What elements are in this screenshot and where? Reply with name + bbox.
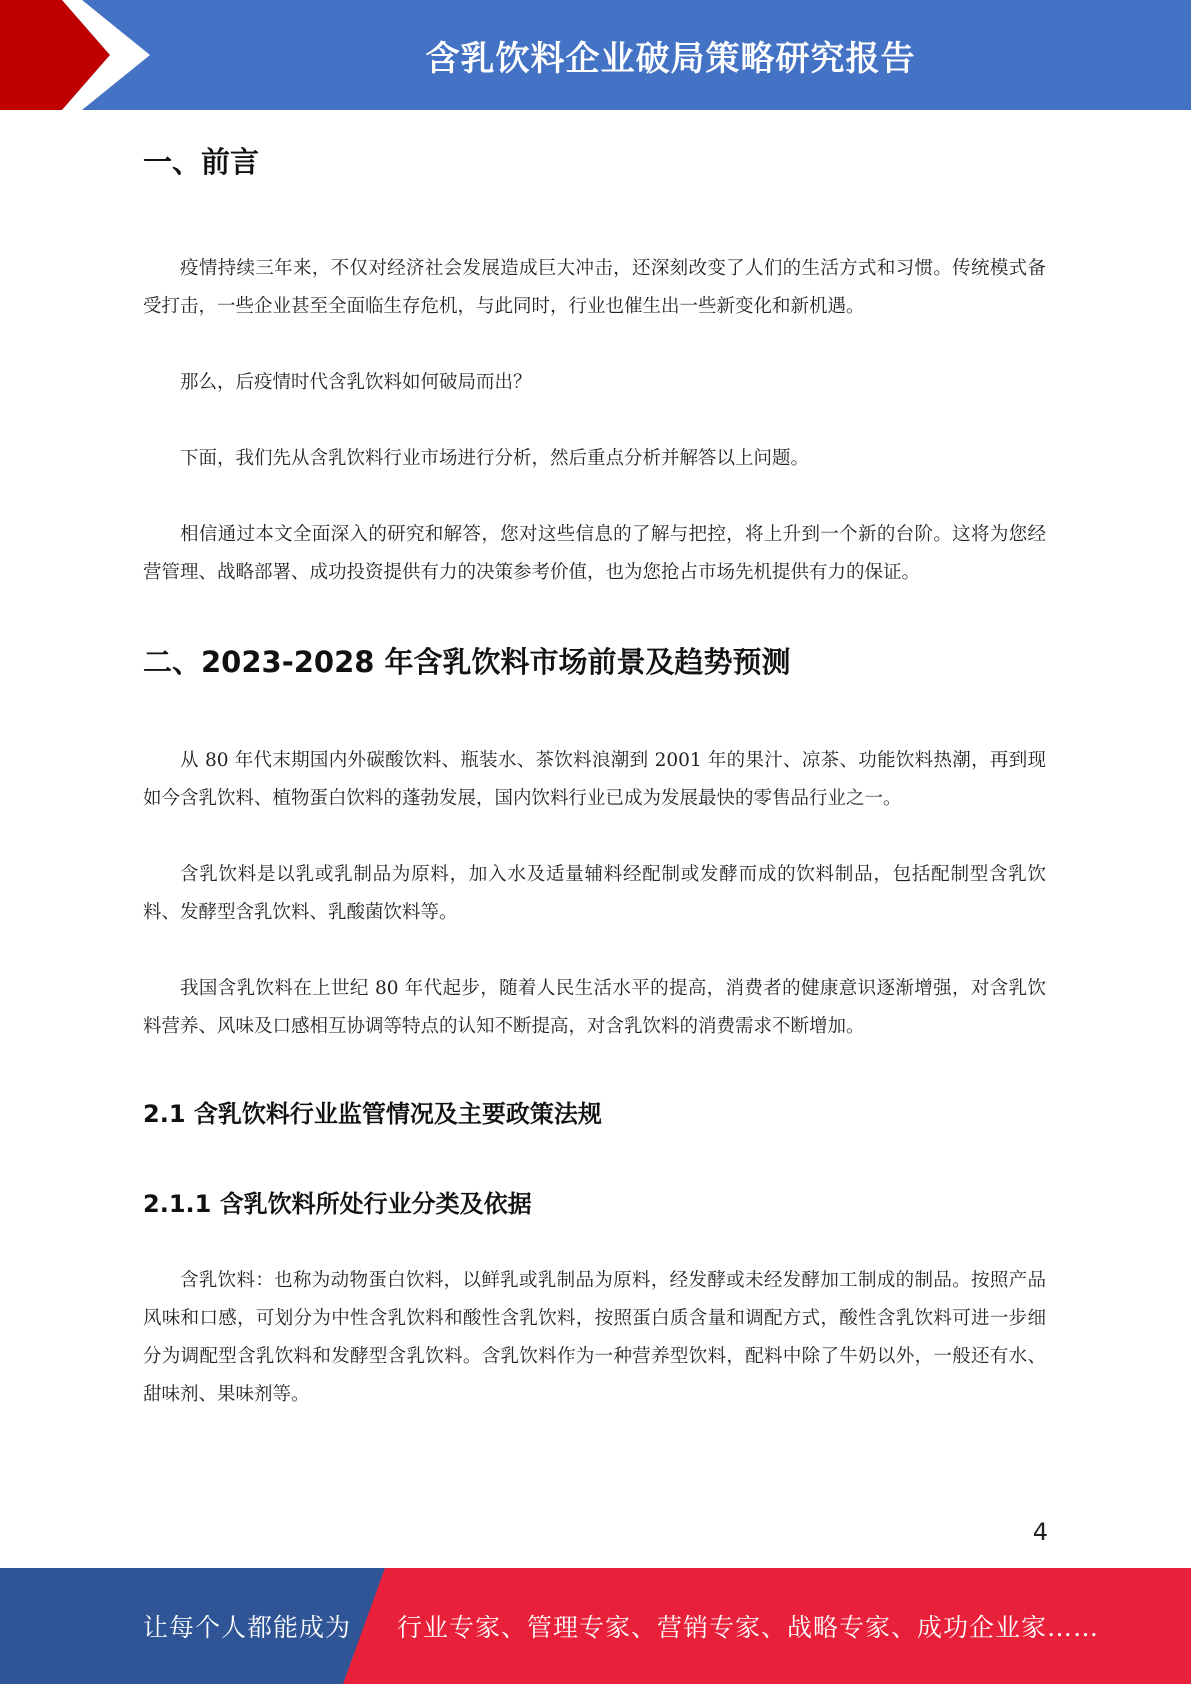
report-title: 含乳饮料企业破局策略研究报告: [425, 38, 916, 79]
paragraph: 疫情持续三年来，不仅对经济社会发展造成巨大冲击，还深刻改变了人们的生活方式和习惯。传统模式备受打击，一些企业甚至全面临生存危机，与此同时，行业也催生出一些新变化和新机遇。: [143, 258, 1046, 317]
page-header: [0, 0, 1191, 110]
paragraph: 那么，后疫情时代含乳饮料如何破局而出？: [180, 372, 532, 393]
section-heading-preface: 一、前言: [143, 145, 260, 179]
paragraph: 从 80 年代末期国内外碳酸饮料、瓶装水、茶饮料浪潮到 2001 年的果汁、凉茶、功能饮料热潮，再到现如今含乳饮料、植物蛋白饮料的蓬勃发展，国内饮料行业已成为发展最快的零售品行业之一。: [143, 750, 1046, 809]
footer-slogan-right: 行业专家、管理专家、营销专家、战略专家、成功企业家……: [397, 1613, 1100, 1642]
header-chevron-decoration: [0, 0, 160, 110]
paragraph: 含乳饮料：也称为动物蛋白饮料，以鲜乳或乳制品为原料，经发酵或未经发酵加工制成的制品。按照产品风味和口感，可划分为中性含乳饮料和酸性含乳饮料，按照蛋白质含量和调配方式，酸性含乳饮料可进一步细分为调配型含乳饮料和发酵型含乳饮料。含乳饮料作为一种营养型饮料，配料中除了牛奶以外，一般还有水、甜味剂、果味剂等。: [143, 1270, 1046, 1405]
subsection-heading-regulation: 2.1 含乳饮料行业监管情况及主要政策法规: [143, 1100, 602, 1128]
page-content: [143, 132, 1046, 1414]
subsection-heading-classification: 2.1.1 含乳饮料所处行业分类及依据: [143, 1190, 532, 1218]
paragraph: 我国含乳饮料在上世纪 80 年代起步，随着人民生活水平的提高，消费者的健康意识逐渐增强，对含乳饮料营养、风味及口感相互协调等特点的认知不断提高，对含乳饮料的消费需求不断增加。: [143, 978, 1046, 1037]
page-number: 4: [1032, 1518, 1048, 1546]
footer-slogan-left: 让每个人都能成为: [143, 1613, 352, 1642]
paragraph: 下面，我们先从含乳饮料行业市场进行分析，然后重点分析并解答以上问题。: [180, 448, 810, 469]
page-footer: [0, 1568, 1191, 1684]
section-heading-forecast: 二、2023-2028 年含乳饮料市场前景及趋势预测: [143, 645, 791, 679]
paragraph: 相信通过本文全面深入的研究和解答，您对这些信息的了解与把控，将上升到一个新的台阶。这将为您经营管理、战略部署、成功投资提供有力的决策参考价值，也为您抢占市场先机提供有力的保证。: [143, 524, 1046, 583]
paragraph: 含乳饮料是以乳或乳制品为原料，加入水及适量辅料经配制或发酵而成的饮料制品，包括配制型含乳饮料、发酵型含乳饮料、乳酸菌饮料等。: [143, 864, 1046, 923]
